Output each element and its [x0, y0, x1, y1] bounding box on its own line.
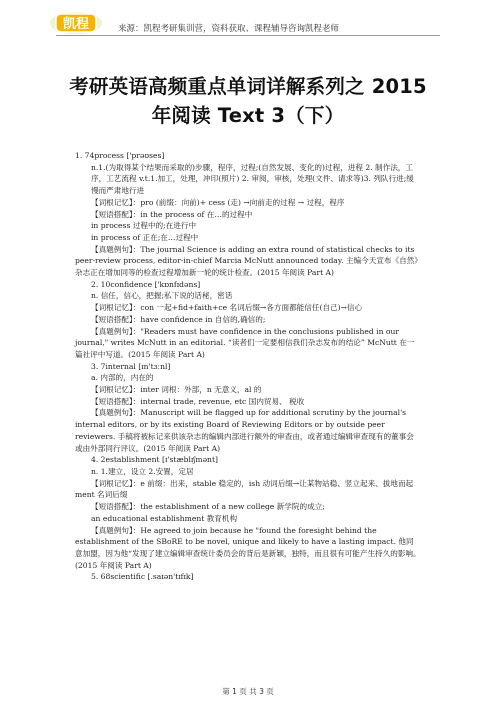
root-memory: 【词根记忆】：e 前缀：出来，stable 稳定的，ish 动词后缀→让某物站稳、竖立起来、拔地而起 ment 名词后缀	[75, 478, 414, 500]
root-memory: 【词根记忆】：con 一起+fid+faith+ce 名词后缀→各方面都能信任(自己)→信心	[91, 303, 363, 313]
definition: n. 1.建立，设立 2.安置，定居	[91, 466, 194, 476]
example-sentence: 【真题例句】："Readers must have confidence in the conclusions published in our journal," writes McNutt in an editorial. “读者们一定要相信我们杂志发布的结论” McNutt 在一篇社评中写道。(2015 年阅读 Part A)	[75, 326, 415, 359]
entry-heading: 1. 74process ['prəʊses]	[75, 151, 165, 160]
document-body	[75, 150, 421, 583]
phrase: 【短语搭配】：have confidence in 自信的,确信的;	[91, 314, 266, 324]
definition: n. 信任，信心，把握;私下说的话秘，密话	[91, 291, 233, 301]
entry-heading: 4. 2establishment [ɪ'stæblɪʃmənt]	[91, 455, 218, 465]
header-divider	[56, 35, 440, 36]
root-memory: 【词根记忆】：inter 词根：外部，n 无意义，al 的	[91, 385, 262, 395]
svg-text:凯程: 凯程	[62, 17, 90, 32]
example-sentence: 【真题例句】：Manuscript will be flagged up for additional scrutiny by the journal's internal editors, or by its existing Board of Reviewing Editors or by outside peer reviewers. 手稿将被标记来供该杂志的编辑内部进行额外的审查由，或者通过编辑审查现有的董事会或由外部同行评议。(2015 年阅读 Part A)	[75, 408, 414, 453]
phrase: an educational establishment 教育机构	[91, 513, 238, 523]
entry-heading: 5. 68scientific [.saɪən'tɪfɪk]	[91, 572, 194, 582]
root-memory: 【词根记忆】：pro (前缀：向前)+ cess (走) →向前走的过程 → 过程，程序	[91, 197, 345, 207]
phrase: 【短语搭配】：internal trade, revenue, etc 国内贸易、 税收	[91, 396, 305, 406]
page-title	[40, 72, 456, 130]
phrase: in process 过程中的;在进行中	[91, 221, 197, 231]
phrase: 【短语搭配】：in the process of 在…的过程中	[91, 209, 253, 219]
phrase: 【短语搭配】：the establishment of a new college 新学院的成立;	[91, 502, 325, 512]
entry-heading: 3. 7internal [ɪn'tɜːnl]	[91, 361, 171, 371]
title-line-2: 年阅读 Text 3（下）	[151, 104, 345, 127]
definition: a. 内部的，内在的	[91, 373, 154, 383]
kaicheng-logo	[46, 8, 106, 38]
title-line-1: 考研英语高频重点单词详解系列之 2015	[69, 75, 427, 98]
page-footer: 第 1 页 共 3 页	[222, 687, 274, 696]
example-sentence: 【真题例句】：The journal Science is adding an extra round of statistical checks to its peer-review process, editor-in-chief Marcia McNutt announced today. 主编今天宣布《自然》杂志正在增加同等的检查过程增加新一轮的统计检查。(2015 年阅读 Part A)	[75, 244, 419, 278]
entry-heading: 2. 10confidence ['kɒnfɪdəns]	[91, 279, 201, 289]
phrase: in process of 正在;在…过程中	[91, 232, 199, 242]
example-sentence: 【真题例句】：He agreed to join because he "found the foresight behind the establishment of the SBoRE to be novel, unique and likely to have a lasting impact. 他同意加盟，因为他“发现了建立编辑审查统计委员会的背后是新颖，独特，而且很有可能产生持久的影响。(2015 年阅读 Part A)	[75, 525, 421, 570]
definition: n.1.(为取得某个结果而采取的)步骤，程序，过程;(自然发展、变化的)过程，进程 2. 制作法，工序，工艺流程 v.t.1.加工，处理，冲印(照片) 2. 审阅，审核，处理(文件、请求等)3. 列队行进;缓慢而严肃地行进	[91, 162, 414, 196]
header-source-text: 来源：凯程考研集训营，资料获取、课程辅导咨询凯程老师	[118, 24, 340, 34]
